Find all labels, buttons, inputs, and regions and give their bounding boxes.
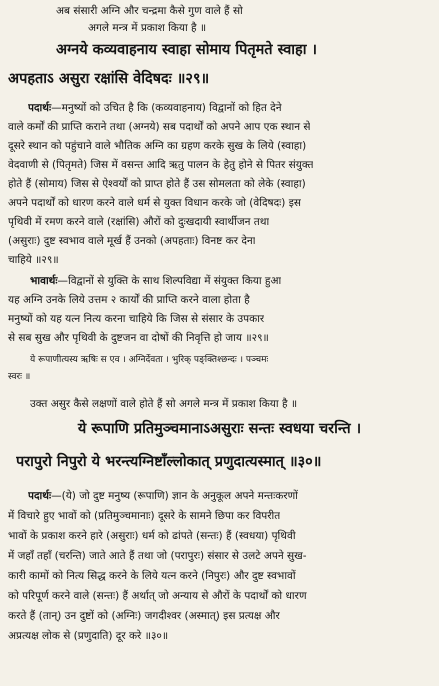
padartha-30-label: पदार्थः (28, 490, 52, 502)
intro-line-2: अगले मन्त्र में प्रकाश किया है ॥ (88, 22, 207, 34)
padartha-29-line-9: चाहिये ॥२९॥ (8, 254, 59, 266)
padartha-29-line-5: होते हैं (सोमाय) जिस से ऐश्वर्यों को प्राप्त होते हैं उस सोमलता को लेके (स्वाहा) (8, 178, 306, 190)
bhavartha-29-line-2: यह अग्नि उनके लिये उत्तम २ कार्यों की प्राप्ति करने वाला होता है (8, 294, 250, 306)
padartha-29-line-7: पृथिवी में रमण करने वाले (रक्षांसि) औरों को दुःखदायी स्वार्थीजन तथा (8, 216, 270, 228)
padartha-29-line-3: दूसरे स्थान को पहुंचाने वाले भौतिक अग्नि का ग्रहण करके सुख के लिये (स्वाहा) (8, 140, 307, 152)
mantra-29-line-1: अग्नये कव्यवाहनाय स्वाहा सोमाय पितृमते स्वाहा । (56, 42, 318, 58)
bhavartha-29-line-1: भावार्थः—विद्वानों से युक्ति के साथ शिल्पविद्या में संयुक्त किया हुआ (30, 275, 282, 287)
padartha-29-line-6: अपने पदार्थों को धारण करने वाले धर्म से युक्त विधान करके जो (वेदिषदः) इस (8, 197, 301, 209)
intro-30: उक्त असुर कैसे लक्षणों वाले होते हैं सो अगले मन्त्र में प्रकाश किया है ॥ (30, 398, 298, 410)
padartha-30-line-7: करते हैं (तान्) उन दुष्टों को (अग्निः) जगदीश्वर (अस्मात्) इस प्रत्यक्ष और (8, 610, 280, 622)
padartha-30-line-8: अप्रत्यक्ष लोक से (प्रणुदाति) दूर करे ॥३०॥ (8, 630, 169, 642)
padartha-30-line-6: को परिपूर्ण करने वाले (सन्तः) हैं अर्थात् जो अन्याय से औरों के पदार्थों को धारण (8, 590, 307, 602)
mantra-30-line-2: परापुरो निपुरो ये भरन्त्यग्निष्टाँल्लोकात् प्रणुदात्यस्मात् ॥३०॥ (16, 454, 322, 470)
bhavartha-29-line-3: मनुष्यों को यह यत्न नित्य करना चाहिये कि जिस से संसार के उपकार (8, 313, 265, 325)
padartha-30-line-2: में विचारे हुए भावों को (प्रतिमुञ्चमानाः) दूसरे के सामने छिपा कर विपरीत (8, 510, 281, 522)
padartha-30-line-5: कारी कामों को नित्य सिद्ध करने के लिये यत्न करने (निपुरः) और दुष्ट स्वभावों (8, 570, 296, 582)
padartha-29-line-8: (असुराः) दुष्ट स्वभाव वाले मूर्ख हैं उनको (अपहताः) विनष्ट कर देना (8, 235, 256, 247)
padartha-30-line-4: में जहाँ तहाँ (चरन्ति) जाते आते हैं तथा जो (परापुरः) संसार से उलटे अपने सुख- (8, 550, 307, 562)
bhavartha-29-line-4: से सब सुख और पृथिवी के दुष्टजन वा दोषों की निवृत्ति हो जाय ॥२९॥ (8, 332, 269, 344)
intro-line-1: अब संसारी अग्नि और चन्द्रमा कैसे गुण वाले हैं सो (56, 5, 243, 17)
mantra-30-meta-line-2: स्वरः ॥ (8, 372, 31, 382)
padartha-29-line-2: वाले कर्मों की प्राप्ति कराने तथा (अग्नये) सब पदार्थों को अपने आप एक स्थान से (8, 121, 311, 133)
bhavartha-label: भावार्थः (30, 275, 58, 287)
padartha-30-line-1: पदार्थः—(ये) जो दुष्ट मनुष्य (रूपाणि) ज्ञान के अनुकूल अपने मन्तःकरणों (28, 490, 298, 502)
mantra-29-line-2: अपहताऽ असुरा रक्षांसि वेदिषदः ॥२९॥ (8, 71, 210, 87)
mantra-30-meta-line-1: ये रूपाणीत्यस्य ऋषिः स एव । अग्निर्देवता । भुरिक् पङ्क्तिश्छन्दः । पञ्चमः (30, 355, 269, 365)
padartha-29-line-4: वेदवाणी से (पितृमते) जिस में वसन्त आदि ऋतु पालन के हेतु होने से पितर संयुक्त (8, 159, 314, 171)
padartha-label: पदार्थः (28, 102, 52, 114)
padartha-29-line-1: पदार्थः—मनुष्यों को उचित है कि (कव्यवाहनाय) विद्वानों को हित देने (28, 102, 282, 114)
mantra-30-line-1: ये रूपाणि प्रतिमुञ्चमानाऽअसुराः सन्तः स्वधया चरन्ति । (77, 421, 362, 437)
padartha-30-line-3: भावों के प्रकाश करने हारे (असुराः) धर्म को ढांपते (सन्तः) हैं (स्वधया) पृथिवी (8, 530, 296, 542)
